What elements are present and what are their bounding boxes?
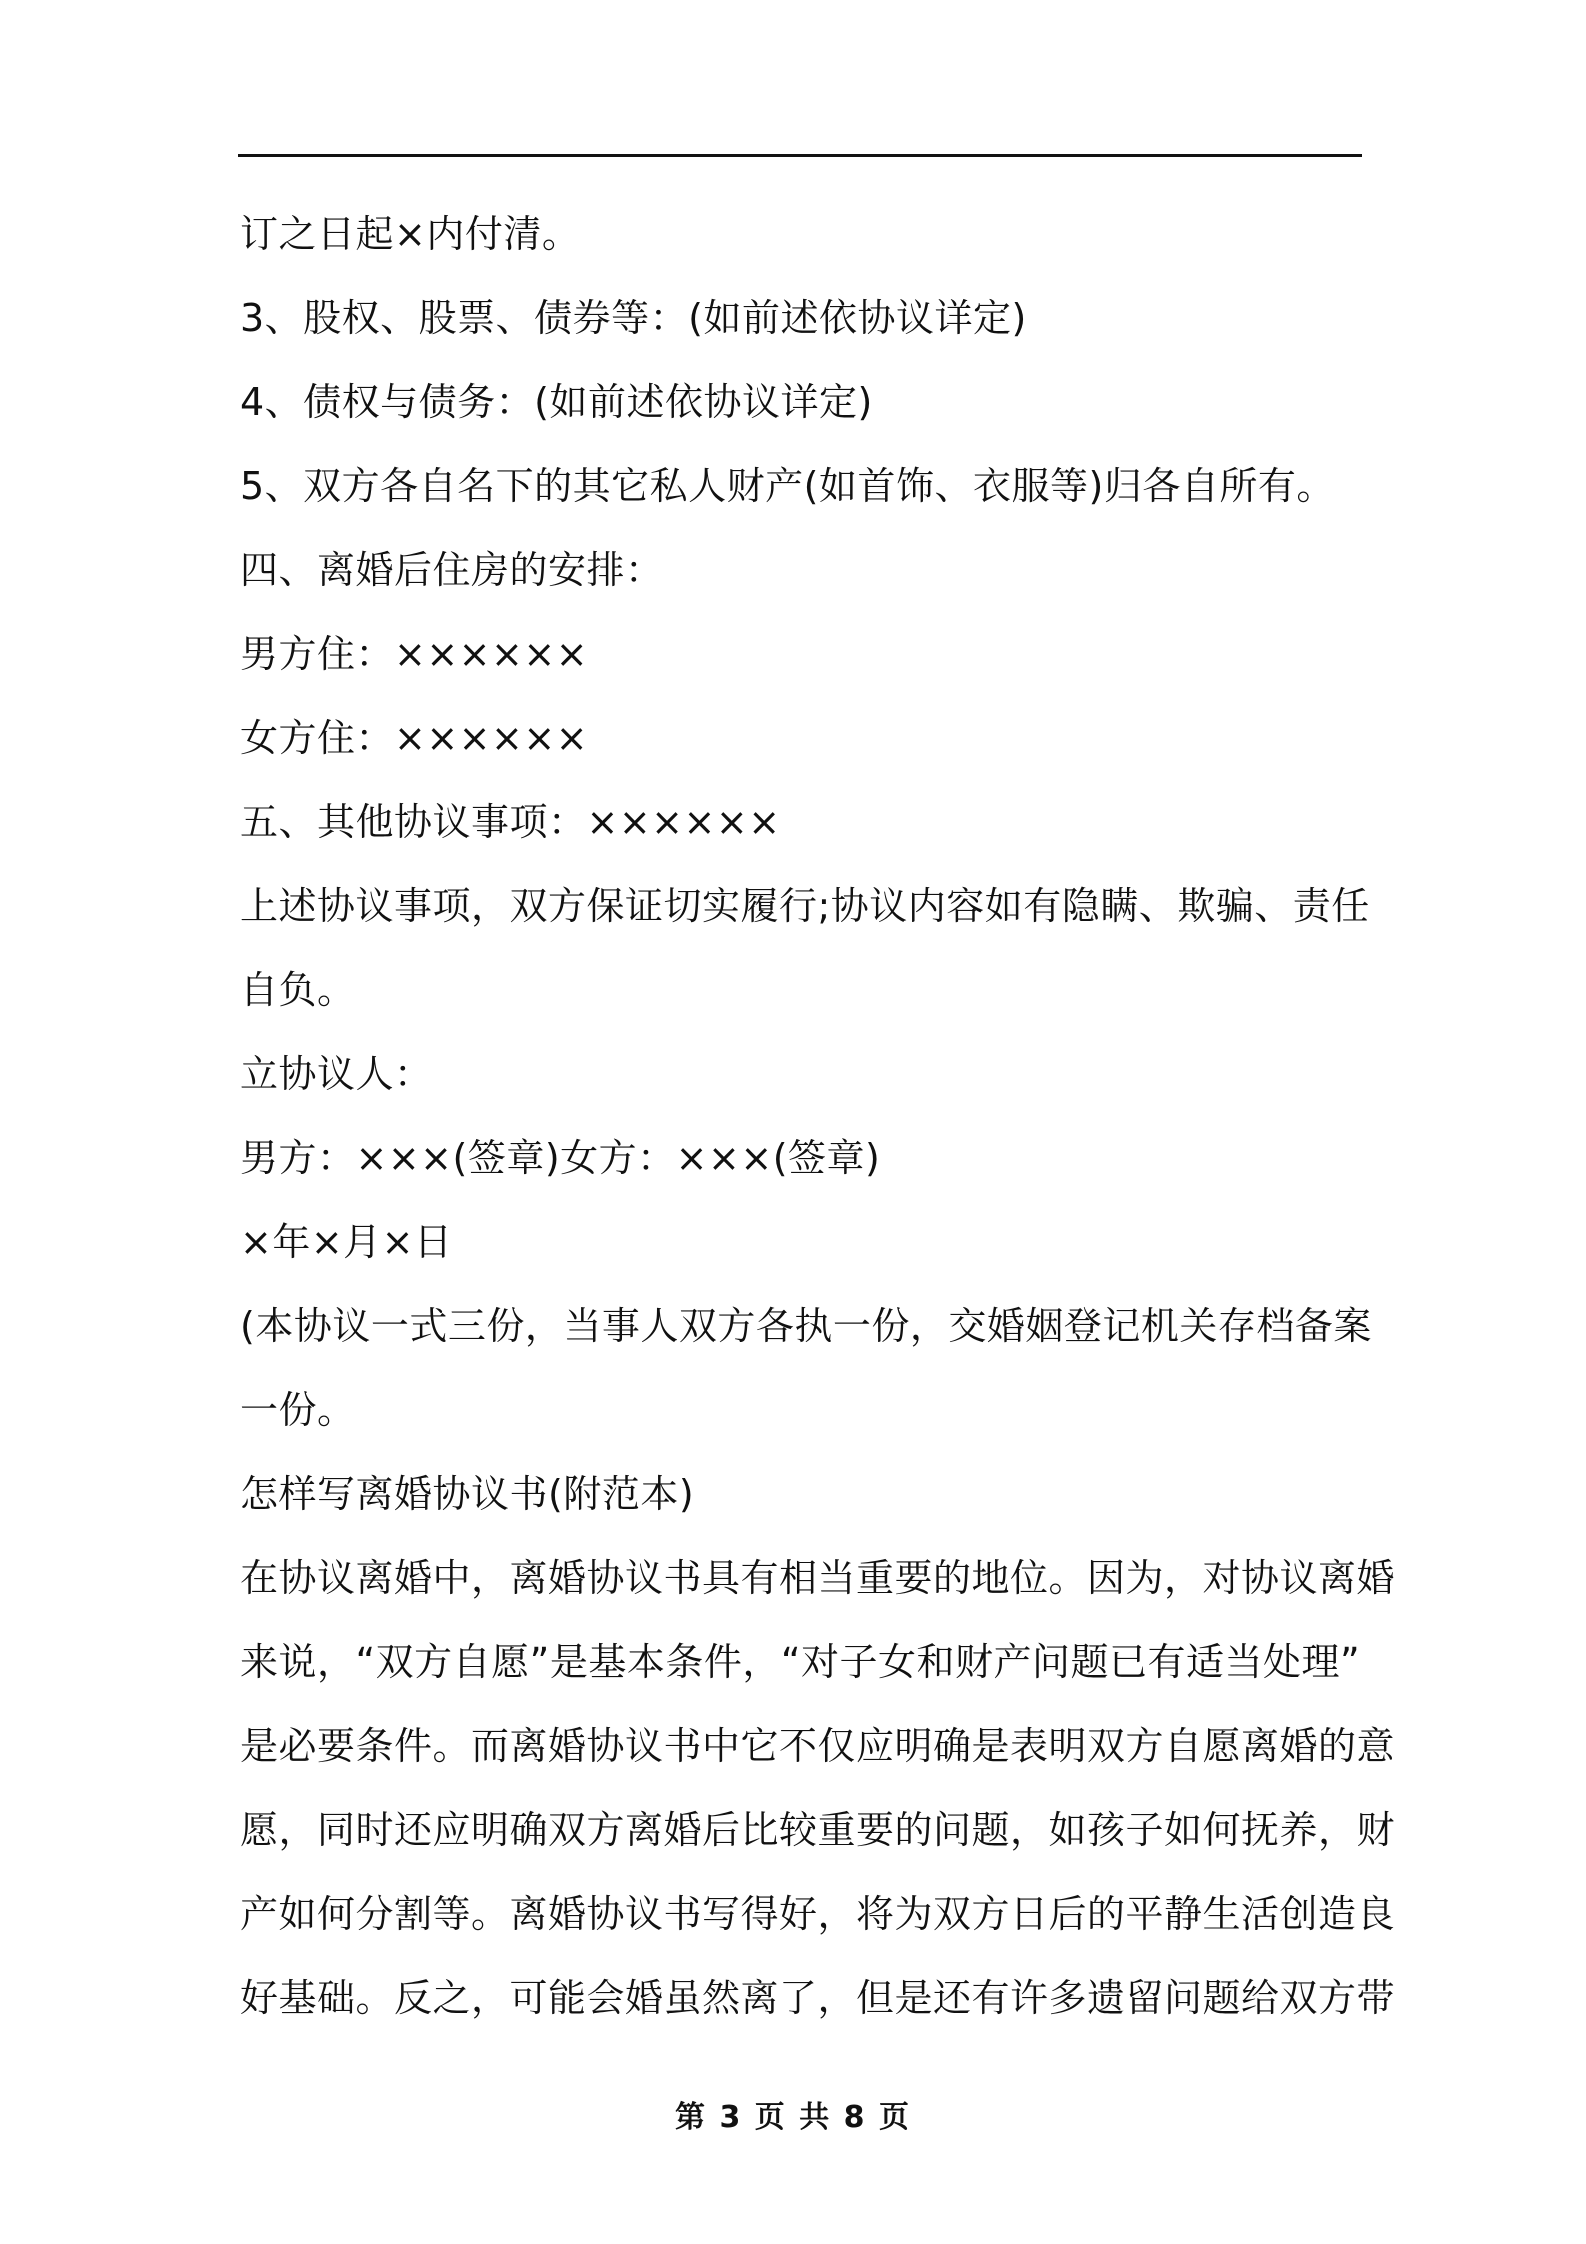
text-line: 自负。 <box>240 968 356 1012</box>
text-line: 产如何分割等。离婚协议书写得好，将为双方日后的平静生活创造良 <box>240 1892 1396 1936</box>
text-line: 立协议人： <box>240 1052 433 1096</box>
text-line: 来说，“双方自愿”是基本条件，“对子女和财产问题已有适当处理” <box>240 1640 1361 1684</box>
document-body <box>240 192 1396 2040</box>
text-line: 好基础。反之，可能会婚虽然离了，但是还有许多遗留问题给双方带 <box>240 1976 1396 2020</box>
article-title: 怎样写离婚协议书(附范本) <box>240 1472 695 1516</box>
text-line: 5、双方各自名下的其它私人财产(如首饰、衣服等)归各自所有。 <box>240 464 1335 508</box>
text-line: 一份。 <box>240 1388 356 1432</box>
text-line: 愿，同时还应明确双方离婚后比较重要的问题，如孩子如何抚养，财 <box>240 1808 1396 1852</box>
text-line: 男方：×××(签章)女方：×××(签章) <box>240 1136 881 1180</box>
text-line: 是必要条件。而离婚协议书中它不仅应明确是表明双方自愿离婚的意 <box>240 1724 1396 1768</box>
section-heading: 五、其他协议事项：×××××× <box>240 800 781 844</box>
text-line: 3、股权、股票、债券等：(如前述依协议详定) <box>240 296 1027 340</box>
text-line: 上述协议事项，双方保证切实履行;协议内容如有隐瞒、欺骗、责任 <box>240 884 1370 928</box>
text-line: 订之日起×内付清。 <box>240 212 581 256</box>
date-line: ×年×月×日 <box>240 1220 453 1264</box>
text-line: (本协议一式三份，当事人双方各执一份，交婚姻登记机关存档备案 <box>240 1304 1372 1348</box>
header-rule <box>238 154 1362 157</box>
text-line: 4、债权与债务：(如前述依协议详定) <box>240 380 873 424</box>
page-number: 第 3 页 共 8 页 <box>675 2100 911 2135</box>
text-line: 在协议离婚中，离婚协议书具有相当重要的地位。因为，对协议离婚 <box>240 1556 1396 1600</box>
section-heading: 四、离婚后住房的安排： <box>240 548 664 592</box>
text-line: 男方住：×××××× <box>240 632 589 676</box>
text-line: 女方住：×××××× <box>240 716 589 760</box>
